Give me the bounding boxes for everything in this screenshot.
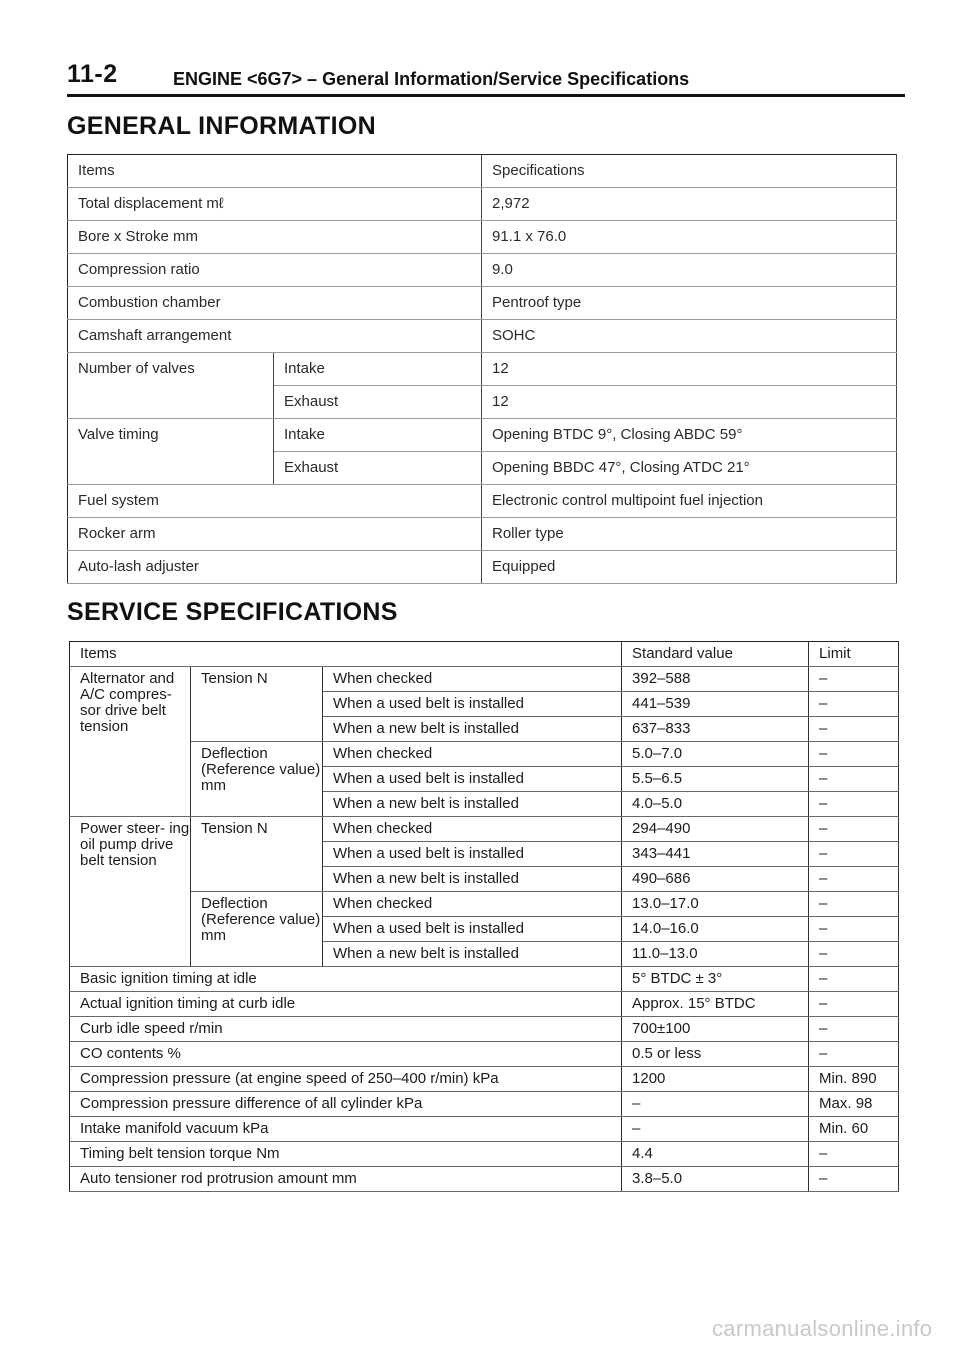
spec-cell: 12 [482,386,897,419]
spec-cell: Opening BTDC 9°, Closing ABDC 59° [482,419,897,452]
page-title: ENGINE <6G7> – General Information/Service Specifications [173,69,690,89]
table-header-row [68,155,897,188]
spec-cell: 9.0 [482,254,897,287]
table-row [70,1167,899,1192]
items-header: Items [70,642,622,667]
table-row [70,992,899,1017]
item-cell: Fuel system [68,485,482,518]
limit-cell: – [809,667,899,692]
table-row [68,287,897,320]
standard-cell: 392–588 [622,667,809,692]
alternator-belt-label: Alternator and A/C compres- sor drive belt tension [70,667,191,817]
limit-cell: – [809,992,899,1017]
condition-cell: When checked [323,667,622,692]
exhaust-label: Exhaust [274,452,482,485]
standard-cell: 1200 [622,1067,809,1092]
condition-cell: When a new belt is installed [323,942,622,967]
standard-cell: 441–539 [622,692,809,717]
table-row [70,667,899,692]
specifications-header: Specifications [482,155,897,188]
table-row [68,221,897,254]
deflection-label: Deflection (Reference value) mm [191,892,323,967]
standard-cell: 700±100 [622,1017,809,1042]
limit-cell: Min. 890 [809,1067,899,1092]
spec-cell: Equipped [482,551,897,584]
limit-cell: – [809,1042,899,1067]
condition-cell: When a used belt is installed [323,692,622,717]
limit-cell: – [809,1017,899,1042]
standard-cell: 343–441 [622,842,809,867]
limit-cell: – [809,817,899,842]
condition-cell: When a new belt is installed [323,792,622,817]
standard-cell: 294–490 [622,817,809,842]
item-cell: Basic ignition timing at idle [70,967,622,992]
service-specifications-heading: SERVICE SPECIFICATIONS [67,598,398,626]
tension-label: Tension N [191,817,323,892]
table-row [68,254,897,287]
condition-cell: When a new belt is installed [323,717,622,742]
item-cell: Auto tensioner rod protrusion amount mm [70,1167,622,1192]
spec-cell: Opening BBDC 47°, Closing ATDC 21° [482,452,897,485]
standard-cell: Approx. 15° BTDC [622,992,809,1017]
page-number: 11-2 [67,60,118,88]
table-row [68,518,897,551]
limit-cell: – [809,867,899,892]
tension-label: Tension N [191,667,323,742]
item-cell: Intake manifold vacuum kPa [70,1117,622,1142]
items-header: Items [68,155,482,188]
deflection-label: Deflection (Reference value) mm [191,742,323,817]
standard-cell: – [622,1117,809,1142]
general-information-table [67,154,897,584]
limit-cell: – [809,717,899,742]
standard-cell: 14.0–16.0 [622,917,809,942]
header-rule [67,94,905,97]
watermark: carmanualsonline.info [712,1316,933,1341]
standard-cell: 11.0–13.0 [622,942,809,967]
standard-cell: 5° BTDC ± 3° [622,967,809,992]
standard-cell: 4.0–5.0 [622,792,809,817]
general-information-heading: GENERAL INFORMATION [67,112,376,140]
limit-cell: – [809,692,899,717]
table-row [70,967,899,992]
page-header [67,60,905,94]
item-cell: Camshaft arrangement [68,320,482,353]
table-row [70,1142,899,1167]
standard-cell: 5.0–7.0 [622,742,809,767]
intake-label: Intake [274,353,482,386]
item-cell: Compression ratio [68,254,482,287]
spec-cell: Pentroof type [482,287,897,320]
table-row [70,1017,899,1042]
limit-cell: – [809,1167,899,1192]
condition-cell: When a used belt is installed [323,842,622,867]
condition-cell: When a new belt is installed [323,867,622,892]
power-steering-belt-label: Power steer- ing oil pump drive belt tension [70,817,191,967]
valves-label: Number of valves [68,353,274,419]
item-cell: Auto-lash adjuster [68,551,482,584]
intake-label: Intake [274,419,482,452]
table-row [68,353,897,386]
item-cell: Actual ignition timing at curb idle [70,992,622,1017]
condition-cell: When a used belt is installed [323,767,622,792]
item-cell: CO contents % [70,1042,622,1067]
condition-cell: When a used belt is installed [323,917,622,942]
standard-cell: 0.5 or less [622,1042,809,1067]
limit-cell: – [809,792,899,817]
table-row [68,485,897,518]
standard-cell: 490–686 [622,867,809,892]
table-row [70,1042,899,1067]
service-specifications-table [69,641,899,1192]
standard-cell: 3.8–5.0 [622,1167,809,1192]
limit-cell: – [809,892,899,917]
table-row [70,1067,899,1092]
item-cell: Rocker arm [68,518,482,551]
item-cell: Curb idle speed r/min [70,1017,622,1042]
spec-cell: Electronic control multipoint fuel injection [482,485,897,518]
item-cell: Timing belt tension torque Nm [70,1142,622,1167]
condition-cell: When checked [323,892,622,917]
spec-cell: 12 [482,353,897,386]
limit-cell: Max. 98 [809,1092,899,1117]
exhaust-label: Exhaust [274,386,482,419]
spec-cell: 2,972 [482,188,897,221]
item-cell: Bore x Stroke mm [68,221,482,254]
limit-cell: – [809,767,899,792]
condition-cell: When checked [323,817,622,842]
standard-cell: 13.0–17.0 [622,892,809,917]
valve-timing-label: Valve timing [68,419,274,485]
table-header-row [70,642,899,667]
table-row [70,892,899,917]
spec-cell: SOHC [482,320,897,353]
table-row [70,1092,899,1117]
limit-header: Limit [809,642,899,667]
table-row [70,1117,899,1142]
table-row [68,320,897,353]
item-cell: Combustion chamber [68,287,482,320]
limit-cell: – [809,917,899,942]
standard-cell: 5.5–6.5 [622,767,809,792]
spec-cell: Roller type [482,518,897,551]
item-cell: Compression pressure (at engine speed of 250–400 r/min) kPa [70,1067,622,1092]
spec-cell: 91.1 x 76.0 [482,221,897,254]
limit-cell: – [809,742,899,767]
limit-cell: – [809,967,899,992]
standard-cell: – [622,1092,809,1117]
item-cell: Total displacement mℓ [68,188,482,221]
condition-cell: When checked [323,742,622,767]
item-cell: Compression pressure difference of all cylinder kPa [70,1092,622,1117]
table-row [70,742,899,767]
limit-cell: – [809,842,899,867]
table-row [68,419,897,452]
table-row [70,817,899,842]
limit-cell: – [809,942,899,967]
table-row [68,551,897,584]
standard-value-header: Standard value [622,642,809,667]
limit-cell: Min. 60 [809,1117,899,1142]
table-row [68,188,897,221]
standard-cell: 4.4 [622,1142,809,1167]
limit-cell: – [809,1142,899,1167]
standard-cell: 637–833 [622,717,809,742]
